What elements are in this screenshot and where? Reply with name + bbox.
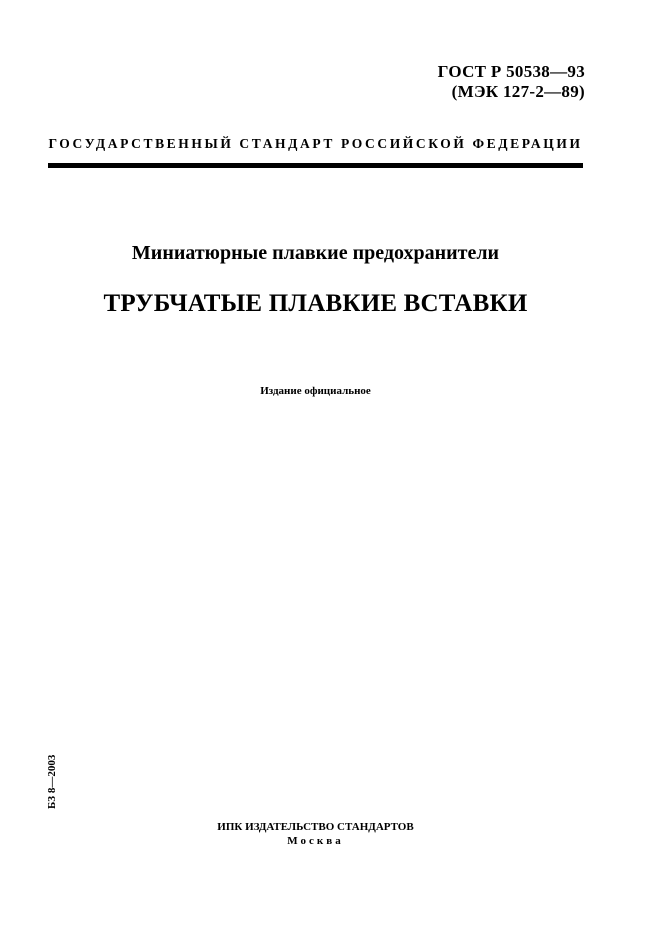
standard-code: ГОСТ Р 50538—93 [437, 62, 585, 81]
document-title: ТРУБЧАТЫЕ ПЛАВКИЕ ВСТАВКИ [103, 290, 528, 317]
header-rule [48, 163, 583, 168]
publisher-block [0, 820, 631, 848]
publisher-name: ИПК ИЗДАТЕЛЬСТВО СТАНДАРТОВ [217, 821, 414, 833]
document-code-block [438, 62, 585, 102]
document-subtitle: Миниатюрные плавкие предохранители [131, 242, 500, 264]
publisher-city: Москва [287, 835, 344, 847]
edition-note: Издание официальное [260, 385, 371, 397]
state-standard-heading: ГОСУДАРСТВЕННЫЙ СТАНДАРТ РОССИЙСКОЙ ФЕДЕРАЦИИ [48, 136, 583, 151]
iec-code: (МЭК 127-2—89) [451, 82, 585, 101]
side-code: БЗ 8—2003 [46, 754, 58, 809]
